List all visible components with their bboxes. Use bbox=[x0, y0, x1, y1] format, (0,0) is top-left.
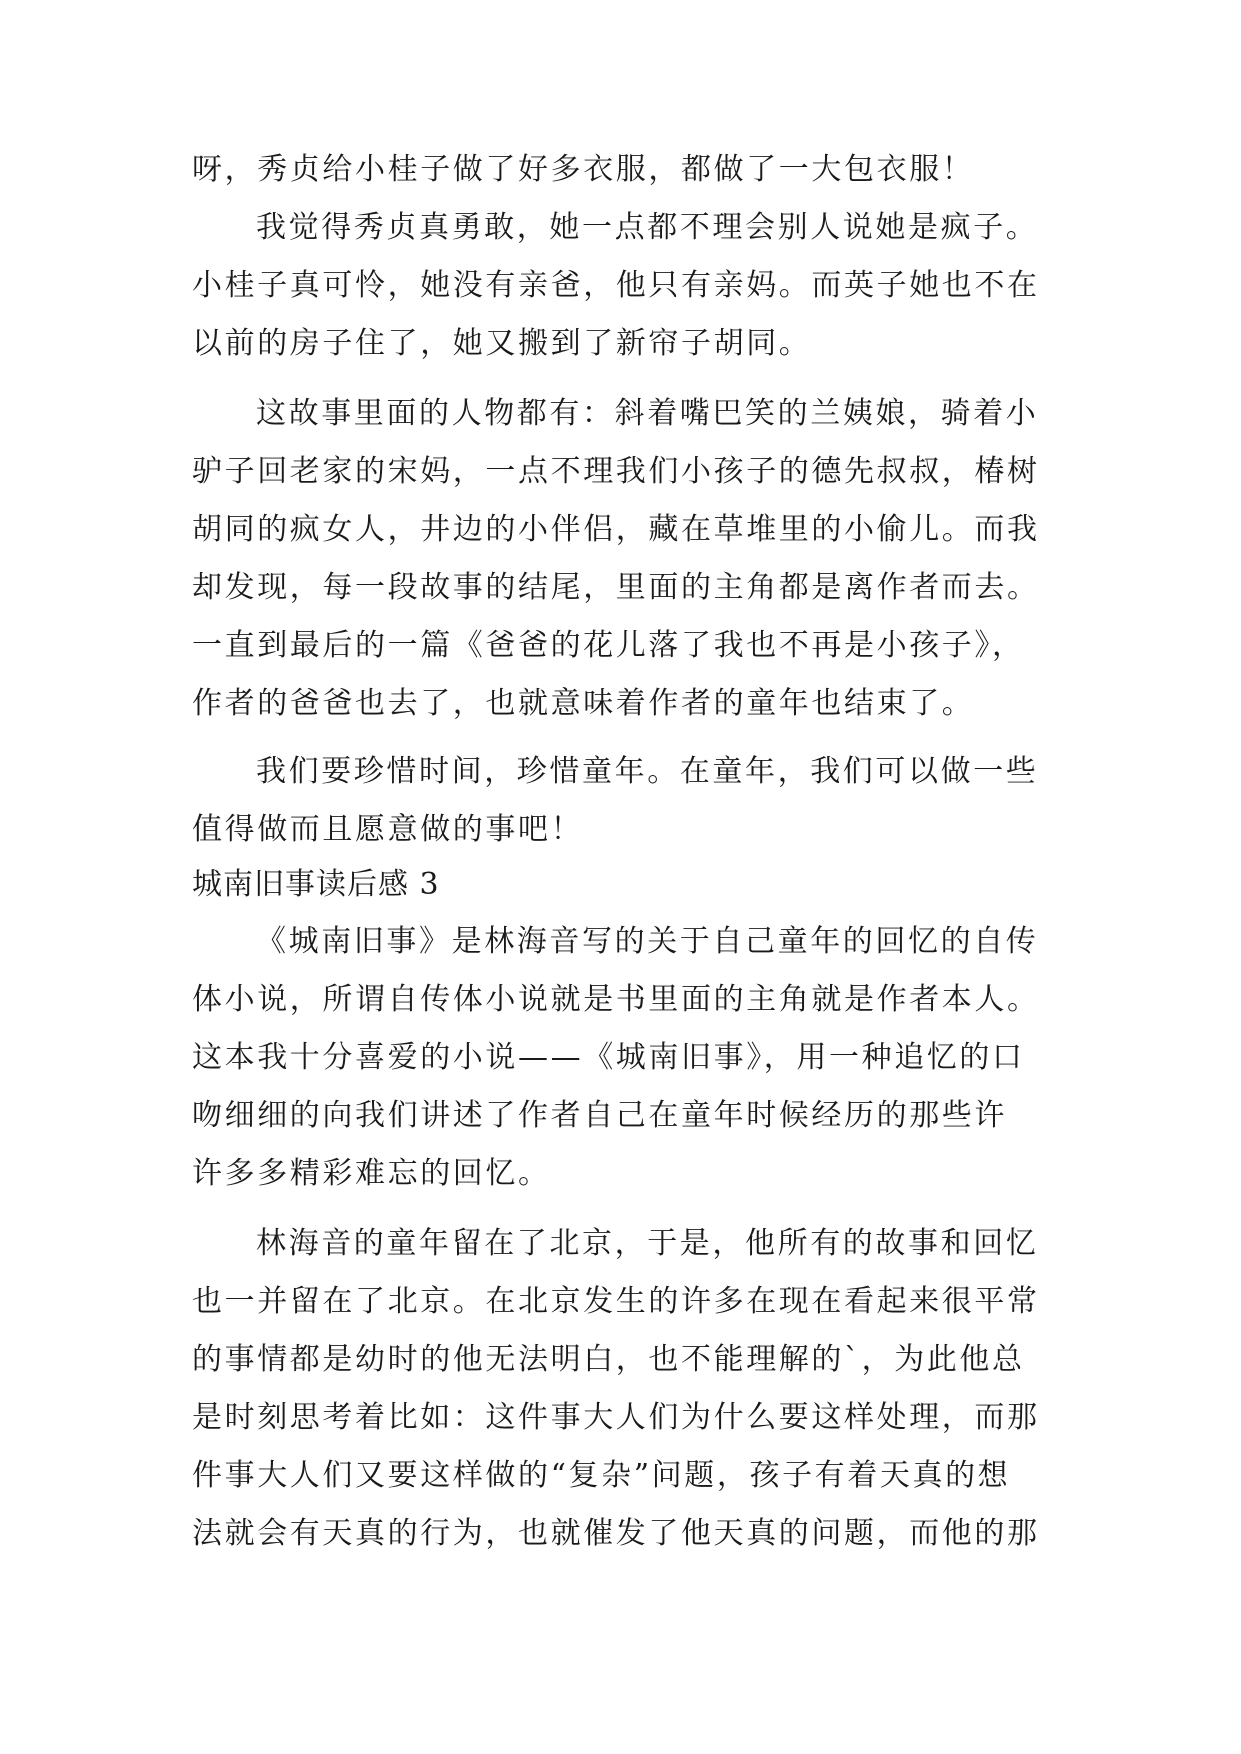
text-line: 一直到最后的一篇《爸爸的花儿落了我也不再是小孩子》， bbox=[192, 628, 1025, 663]
text-line: 小桂子真可怜，她没有亲爸，他只有亲妈。而英子她也不在 bbox=[192, 268, 1040, 303]
text-line: 呀，秀贞给小桂子做了好多衣服，都做了一大包衣服！ bbox=[192, 152, 975, 187]
section-heading: 城南旧事读后感 3 bbox=[192, 867, 440, 902]
text-line: 件事大人们又要这样做的“复杂”问题，孩子有着天真的想 bbox=[192, 1458, 1011, 1493]
text-line: 林海音的童年留在了北京，于是，他所有的故事和回忆 bbox=[256, 1226, 1039, 1261]
text-line: 也一并留在了北京。在北京发生的许多在现在看起来很平常 bbox=[192, 1284, 1040, 1319]
text-line: 许多多精彩难忘的回忆。 bbox=[192, 1156, 551, 1191]
text-line: 吻细细的向我们讲述了作者自己在童年时候经历的那些许 bbox=[192, 1098, 1007, 1133]
text-line: 值得做而且愿意做的事吧！ bbox=[192, 812, 584, 847]
text-line: 我觉得秀贞真勇敢，她一点都不理会别人说她是疯子。 bbox=[256, 210, 1039, 245]
text-line: 法就会有天真的行为，也就催发了他天真的问题，而他的那 bbox=[192, 1516, 1040, 1551]
text-line: 我们要珍惜时间，珍惜童年。在童年，我们可以做一些 bbox=[256, 754, 1039, 789]
text-line: 胡同的疯女人，井边的小伴侣，藏在草堆里的小偷儿。而我 bbox=[192, 512, 1040, 547]
text-line: 这故事里面的人物都有：斜着嘴巴笑的兰姨娘，骑着小 bbox=[256, 396, 1039, 431]
text-line: 以前的房子住了，她又搬到了新帘子胡同。 bbox=[192, 326, 812, 361]
text-line: 却发现，每一段故事的结尾，里面的主角都是离作者而去。 bbox=[192, 570, 1040, 605]
text-line: 《城南旧事》是林海音写的关于自己童年的回忆的自传 bbox=[256, 924, 1039, 959]
text-line: 是时刻思考着比如：这件事大人们为什么要这样处理，而那 bbox=[192, 1400, 1040, 1435]
text-line: 驴子回老家的宋妈，一点不理我们小孩子的德先叔叔，椿树 bbox=[192, 454, 1040, 489]
text-line: 作者的爸爸也去了，也就意味着作者的童年也结束了。 bbox=[192, 686, 975, 721]
text-line: 的事情都是幼时的他无法明白，也不能理解的`，为此他总 bbox=[192, 1342, 1025, 1377]
text-line: 体小说，所谓自传体小说就是书里面的主角就是作者本人。 bbox=[192, 982, 1040, 1017]
text-line: 这本我十分喜爱的小说——《城南旧事》，用一种追忆的口 bbox=[192, 1040, 1025, 1075]
